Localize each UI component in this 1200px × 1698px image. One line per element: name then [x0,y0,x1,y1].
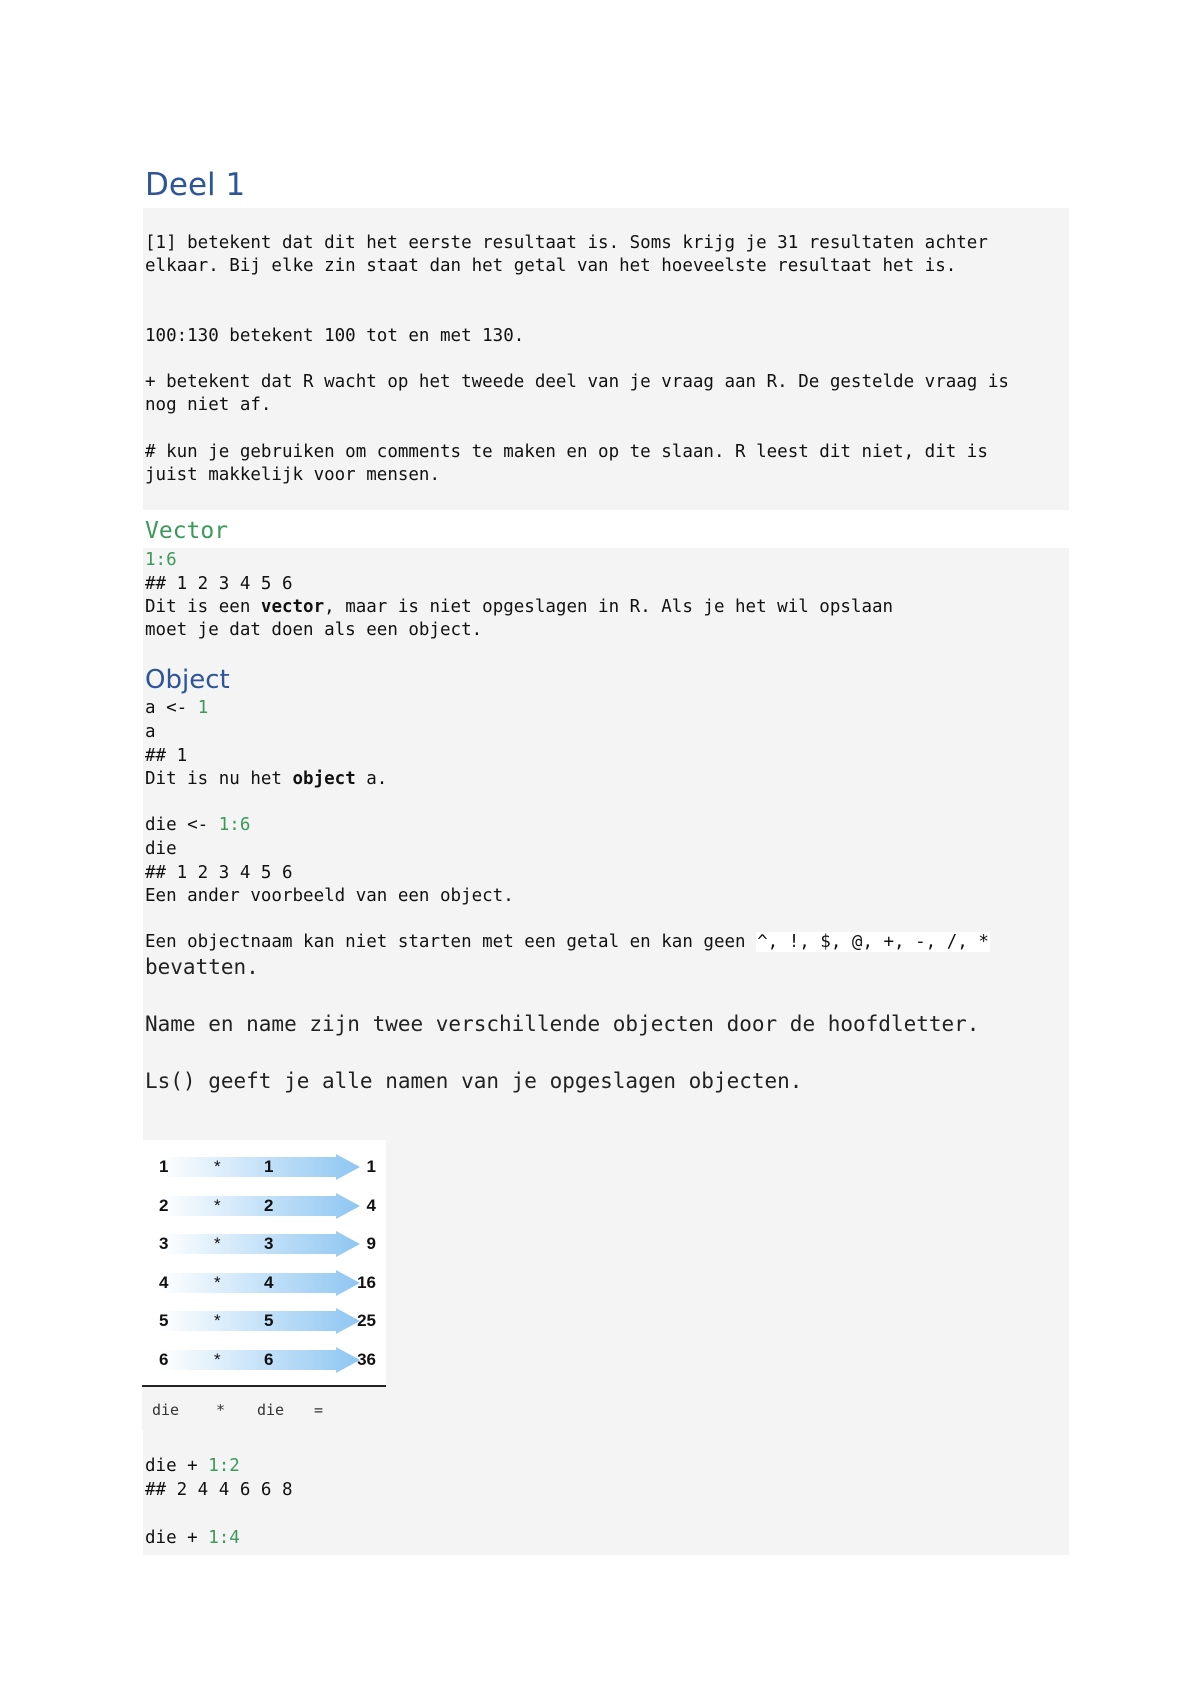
after-code-2-num: 1:4 [208,1528,240,1548]
object-code-1-num: 1 [197,698,209,718]
object-code-3-num: 1:6 [218,815,251,835]
vector-text-pre: Dit is een [145,597,261,617]
after-code-1-num: 1:2 [208,1456,240,1476]
arrow-icon [160,1231,360,1257]
object-code-3 [145,814,250,837]
vector-text-bold: vector [260,597,325,617]
diagram-op: * [214,1157,221,1176]
object-output-1: ## 1 [145,746,188,766]
object-text-3-chars: ^, !, $, @, +, -, /, * [757,932,989,952]
object-text-2: Een ander voorbeeld van een object. [145,886,514,906]
after-code-2 [145,1527,240,1550]
footer-eq: = [314,1401,324,1419]
vector-heading: Vector [145,518,229,544]
diagram-result: 9 [366,1234,376,1254]
diagram-b: 4 [264,1272,274,1292]
arrow-icon [160,1193,360,1219]
intro-paragraph-1: [1] betekent dat dit het eerste resultaat is. Soms krijg je 31 resultaten achter elkaar. Bij elke zin staat dan het getal van het hoeveelste resultaat het is. [145,233,999,276]
diagram-op: * [214,1234,221,1254]
after-code-1-var: die + [145,1456,209,1476]
diagram-a: 2 [159,1195,169,1215]
diagram-a: 1 [159,1157,169,1176]
arrow-icon [160,1347,360,1373]
intro-paragraph-3: + betekent dat R wacht op het tweede deel van je vraag aan R. De gestelde vraag is nog niet af. [145,372,1020,415]
object-text-3-pre: Een objectnaam kan niet starten met een getal en kan geen [145,932,757,952]
diagram-row [142,1148,386,1186]
multiplication-diagram [142,1140,386,1428]
diagram-result: 36 [357,1350,376,1369]
object-code-4: die [145,839,177,859]
vector-text-post: , maar is niet opgeslagen in R. Als je het wil opslaan [324,597,894,617]
intro-paragraph-4: # kun je gebruiken om comments te maken en op te slaan. R leest dit niet, dit is juist makkelijk voor mensen. [145,442,999,485]
diagram-b: 5 [264,1311,274,1331]
object-text-1-pre: Dit is nu het [145,769,293,789]
diagram-b: 6 [264,1350,274,1369]
diagram-result: 25 [357,1311,376,1331]
diagram-row [142,1264,386,1302]
diagram-row [142,1341,386,1379]
arrow-icon [160,1270,360,1296]
after-output-1: ## 2 4 4 6 6 8 [145,1480,293,1500]
object-code-2: a [145,722,156,742]
diagram-a: 4 [159,1272,169,1292]
object-code-1-var: a <- [145,698,198,718]
vector-output: ## 1 2 3 4 5 6 [145,574,293,594]
vector-code [145,549,177,572]
object-text-1-bold: object [292,769,356,789]
vector-code-value: 1:6 [145,550,177,570]
diagram-row [142,1302,386,1340]
object-code-1 [145,697,208,720]
object-text-4: Name en name zijn twee verschillende objecten door de hoofdletter. [145,1012,980,1036]
arrow-icon [160,1308,360,1334]
diagram-row [142,1225,386,1263]
diagram-b: 3 [264,1234,274,1254]
arrow-icon [160,1154,360,1180]
object-code-3-var: die <- [145,815,219,835]
after-code-2-var: die + [145,1528,209,1548]
diagram-result: 1 [366,1157,376,1176]
object-text-3 [145,931,990,954]
diagram-footer [142,1385,386,1430]
diagram-row [142,1187,386,1225]
object-text-1 [145,768,387,791]
diagram-op: * [214,1272,221,1292]
diagram-op: * [214,1350,221,1369]
footer-op: * [216,1401,226,1419]
object-text-5: Ls() geeft je alle namen van je opgeslagen objecten. [145,1069,803,1093]
vector-text-line-1 [145,596,893,619]
diagram-b: 2 [264,1195,274,1215]
object-heading: Object [145,665,230,695]
page-title: Deel 1 [145,167,246,203]
vector-text-line-2: moet je dat doen als een object. [145,620,483,640]
object-text-1-post: a. [355,769,388,789]
diagram-a: 6 [159,1350,169,1369]
intro-paragraph-2: 100:130 betekent 100 tot en met 130. [145,326,525,346]
diagram-op: * [214,1311,221,1331]
footer-die-a: die [152,1401,180,1419]
diagram-result: 4 [366,1195,376,1215]
diagram-op: * [214,1195,221,1215]
diagram-a: 3 [159,1234,169,1254]
diagram-a: 5 [159,1311,169,1331]
footer-die-b: die [257,1401,285,1419]
diagram-b: 1 [264,1157,274,1176]
object-output-2: ## 1 2 3 4 5 6 [145,863,293,883]
diagram-result: 16 [357,1272,376,1292]
after-code-1 [145,1455,240,1478]
object-text-3-post: bevatten. [145,955,259,979]
